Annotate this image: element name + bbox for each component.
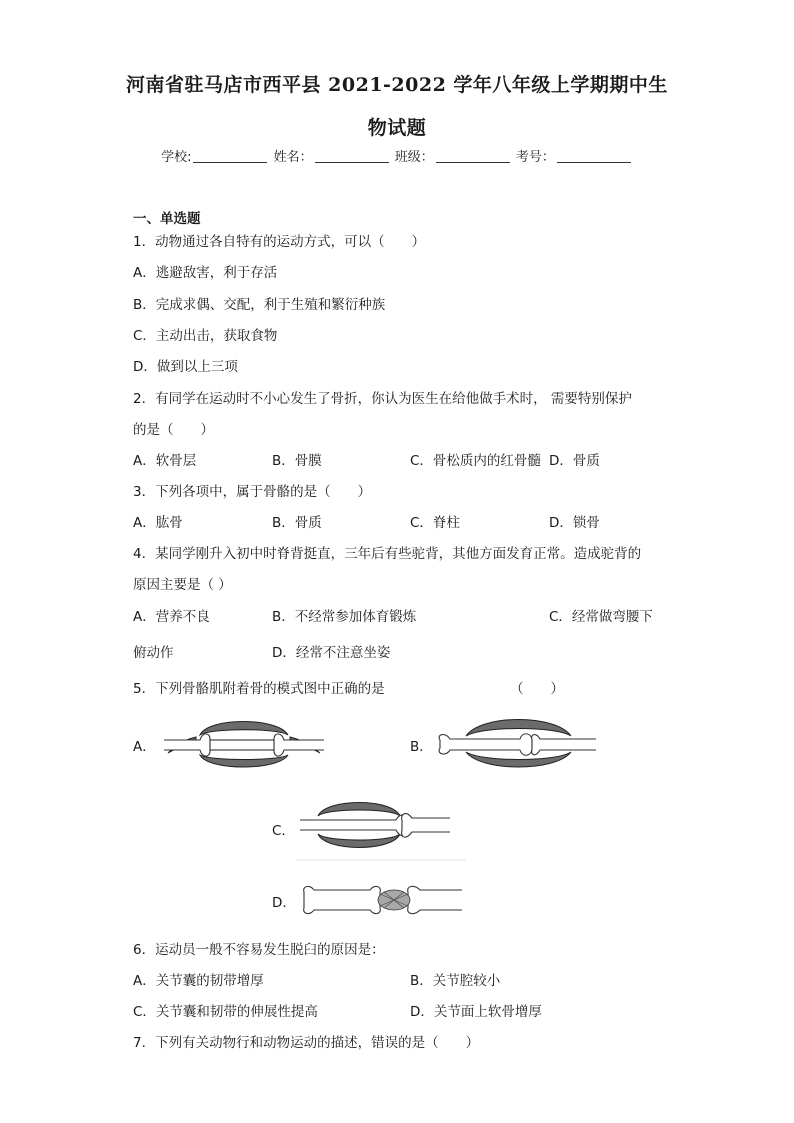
class-label: 班级： bbox=[394, 150, 434, 165]
q3-option-d[interactable]: D．锁骨 bbox=[549, 515, 600, 531]
q6-option-c[interactable]: C．关节囊和韧带的伸展性提高 bbox=[133, 1004, 318, 1020]
muscle-bottom bbox=[466, 752, 571, 767]
muscle-top bbox=[318, 803, 400, 817]
q4-stem-line2: 原因主要是（ ） bbox=[133, 577, 232, 593]
school-blank[interactable] bbox=[193, 150, 267, 163]
q5-option-a-label[interactable]: A． bbox=[133, 739, 156, 755]
q5-option-b-label[interactable]: B． bbox=[410, 739, 433, 755]
q5-option-a-diagram[interactable] bbox=[160, 713, 325, 775]
class-blank[interactable] bbox=[436, 150, 510, 163]
q5-option-b-diagram[interactable] bbox=[436, 712, 601, 774]
q6-stem: 6．运动员一般不容易发生脱臼的原因是： bbox=[133, 942, 385, 958]
left-bone bbox=[439, 734, 532, 756]
right-bone bbox=[274, 734, 324, 756]
name-label: 姓名： bbox=[273, 150, 313, 165]
left-bone bbox=[300, 815, 406, 836]
q5-answer-paren: （ ） bbox=[510, 681, 564, 697]
muscle-bottom bbox=[318, 834, 400, 848]
q4-option-a[interactable]: A．营养不良 bbox=[133, 609, 210, 625]
q5-stem: 5．下列骨骼肌附着骨的模式图中正确的是 bbox=[133, 681, 385, 697]
muscle-top bbox=[466, 720, 571, 737]
q6-option-a[interactable]: A．关节囊的韧带增厚 bbox=[133, 973, 264, 989]
q2-option-d[interactable]: D．骨质 bbox=[549, 453, 600, 469]
q4-option-c-line2[interactable]: 俯动作 bbox=[133, 645, 174, 661]
q5-option-c-label[interactable]: C． bbox=[272, 823, 295, 839]
q3-stem: 3．下列各项中，属于骨骼的是（ ） bbox=[133, 484, 372, 500]
page-title-line1: 河南省驻马店市西平县 2021-2022 学年八年级上学期期中生 bbox=[126, 74, 668, 96]
number-blank[interactable] bbox=[557, 150, 631, 163]
muscle-top bbox=[200, 722, 288, 736]
q4-option-b[interactable]: B．不经常参加体育锻炼 bbox=[272, 609, 417, 625]
q5-option-d-diagram[interactable] bbox=[300, 880, 466, 920]
q6-option-d[interactable]: D．关节面上软骨增厚 bbox=[410, 1004, 542, 1020]
student-info-row bbox=[0, 146, 794, 165]
q2-option-c[interactable]: C．骨松质内的红骨髓 bbox=[410, 453, 541, 469]
q5-option-d-label[interactable]: D． bbox=[272, 895, 296, 911]
q3-option-b[interactable]: B．骨质 bbox=[272, 515, 322, 531]
q5-option-c-diagram[interactable] bbox=[296, 794, 466, 860]
right-bone bbox=[532, 735, 596, 755]
q6-option-b[interactable]: B．关节腔较小 bbox=[410, 973, 501, 989]
q4-stem-line1: 4．某同学刚升入初中时脊背挺直，三年后有些驼背，其他方面发育正常。造成驼背的 bbox=[133, 546, 642, 562]
section-heading: 一、单选题 bbox=[133, 211, 201, 227]
left-bone bbox=[164, 734, 210, 756]
q1-option-d[interactable]: D．做到以上三项 bbox=[133, 359, 238, 375]
q1-option-c[interactable]: C．主动出击，获取食物 bbox=[133, 328, 278, 344]
number-label: 考号： bbox=[515, 150, 555, 165]
q2-option-b[interactable]: B．骨膜 bbox=[272, 453, 322, 469]
q4-option-d[interactable]: D．经常不注意坐姿 bbox=[272, 645, 391, 661]
q3-option-a[interactable]: A．肱骨 bbox=[133, 515, 183, 531]
muscle-bottom bbox=[200, 755, 288, 767]
school-label: 学校: bbox=[161, 150, 192, 165]
q2-option-a[interactable]: A．软骨层 bbox=[133, 453, 197, 469]
q3-option-c[interactable]: C．脊柱 bbox=[410, 515, 460, 531]
left-bone bbox=[304, 886, 381, 913]
q2-stem-line2: 的是（ ） bbox=[133, 422, 214, 438]
q7-stem: 7．下列有关动物行和动物运动的描述，错误的是（ ） bbox=[133, 1035, 480, 1051]
q2-stem-line1: 2．有同学在运动时不小心发生了骨折，你认为医生在给他做手术时， 需要特别保护 bbox=[133, 391, 632, 407]
q4-option-c-line1[interactable]: C．经常做弯腰下 bbox=[549, 609, 653, 625]
right-bone bbox=[402, 814, 450, 838]
name-blank[interactable] bbox=[315, 150, 389, 163]
page-title-line2: 物试题 bbox=[367, 117, 427, 139]
q1-option-b[interactable]: B．完成求偶、交配，利于生殖和繁衍种族 bbox=[133, 297, 386, 313]
q1-option-a[interactable]: A．逃避敌害，利于存活 bbox=[133, 265, 278, 281]
q1-stem: 1．动物通过各自特有的运动方式，可以（ ） bbox=[133, 234, 426, 250]
right-bone bbox=[408, 886, 462, 913]
